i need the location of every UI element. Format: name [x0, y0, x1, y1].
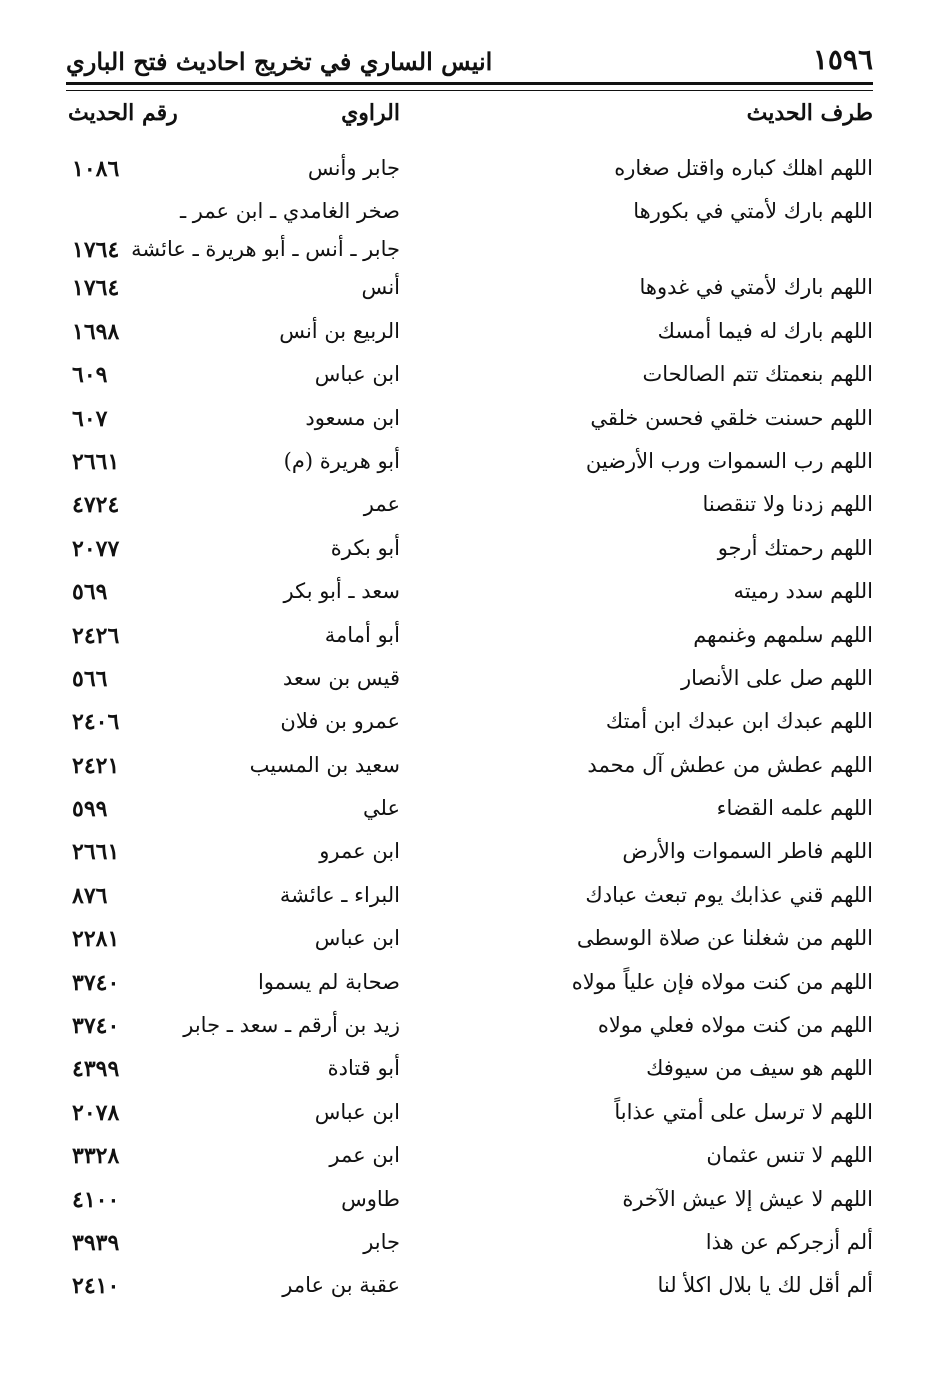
hadith-number: ٣٣٢٨: [72, 1143, 120, 1170]
hadith-text: اللهم بارك لأمتي في بكورها: [633, 199, 873, 224]
hadith-text: اللهم سدد رميته: [733, 579, 873, 604]
hadith-text: اللهم سلمهم وغنمهم: [693, 622, 873, 647]
narrator-text: جابر: [363, 1229, 400, 1254]
hadith-number: ٤١٠٠: [72, 1186, 120, 1213]
hadith-text: اللهم قني عذابك يوم تبعث عبادك: [585, 882, 873, 907]
table-row: [66, 1007, 873, 1050]
hadith-number: ٨٧٦: [72, 882, 108, 909]
narrator-text: ابن عمر: [329, 1143, 400, 1168]
table-row: [66, 964, 873, 1007]
hadith-text: اللهم رحمتك أرجو: [717, 535, 873, 560]
hadith-number: ٤٧٢٤: [72, 492, 120, 519]
table-row: [66, 660, 873, 703]
narrator-text: جابر وأنس: [307, 156, 400, 180]
hadith-text: اللهم لا عيش إلا عيش الآخرة: [622, 1186, 873, 1211]
narrator-text: ابن عمرو: [319, 839, 400, 864]
narrator-text: البراء ـ عائشة: [279, 882, 400, 907]
hadith-number: ١٠٨٦: [72, 156, 120, 182]
hadith-text: اللهم من كنت مولاه فإن علياً مولاه: [571, 969, 873, 994]
narrator-text: الربيع بن أنس: [279, 318, 400, 343]
index-table: [66, 150, 873, 1311]
table-row: [66, 356, 873, 399]
table-row: [66, 617, 873, 660]
hadith-number: ١٧٦٤: [72, 275, 120, 302]
narrator-text: ابن عباس: [314, 362, 400, 387]
narrator-text: علي: [363, 796, 400, 821]
hadith-number: ٢٤٢٦: [72, 622, 120, 649]
hadith-text: اللهم رب السموات ورب الأرضين: [585, 448, 873, 473]
hadith-number: ٣٧٤٠: [72, 1013, 120, 1040]
narrator-text: طاوس: [341, 1186, 400, 1211]
table-row: [66, 193, 873, 231]
column-headers: [66, 100, 873, 132]
hadith-number: ٢٢٨١: [72, 926, 120, 953]
narrator-text: ابن عباس: [314, 926, 400, 951]
hadith-text: اللهم فاطر السموات والأرض: [622, 839, 873, 864]
hadith-number: ٥٦٦: [72, 665, 108, 692]
hadith-text: اللهم عبدك ابن عبدك ابن أمتك: [605, 709, 873, 734]
hadith-number: ١٧٦٤: [72, 237, 120, 264]
hadith-number: ٣٩٣٩: [72, 1229, 120, 1256]
hadith-text: اللهم من شغلنا عن صلاة الوسطى: [576, 926, 873, 951]
hadith-number: ٦٠٧: [72, 405, 108, 432]
narrator-text: صخر الغامدي ـ ابن عمر ـ: [179, 199, 400, 224]
table-row: [66, 1137, 873, 1180]
table-row: [66, 400, 873, 443]
narrator-text: أبو هريرة (م): [283, 448, 400, 473]
hadith-number: ٤٣٩٩: [72, 1056, 120, 1083]
narrator-text: عمرو بن فلان: [280, 709, 400, 734]
hadith-number: ٢٦٦١: [72, 448, 120, 475]
hadith-number: ٥٦٩: [72, 579, 108, 606]
table-row: [66, 747, 873, 790]
header-rule: [66, 82, 873, 91]
hadith-number: ٢٦٦١: [72, 839, 120, 866]
table-row: [66, 530, 873, 573]
table-row: [66, 443, 873, 486]
hadith-number: ٢٤١٠: [72, 1273, 120, 1300]
hadith-text: ألم أقل لك يا بلال اكلأ لنا: [657, 1273, 873, 1298]
table-row: [66, 231, 873, 269]
narrator-text: قيس بن سعد: [282, 665, 400, 690]
table-row: [66, 1181, 873, 1224]
table-row: [66, 1224, 873, 1267]
hadith-text: اللهم هو سيف من سيوفك: [646, 1056, 873, 1081]
hadith-number: ٢٠٧٨: [72, 1099, 120, 1126]
hadith-number: ٢٠٧٧: [72, 535, 120, 562]
hadith-text: اللهم لا ترسل على أمتي عذاباً: [614, 1099, 873, 1124]
column-header-narrator: الراوي: [341, 100, 400, 126]
table-row: [66, 1094, 873, 1137]
running-header: [66, 30, 873, 76]
narrator-text: أبو أمامة: [324, 622, 400, 647]
hadith-text: اللهم حسنت خلقي فحسن خلقي: [590, 405, 873, 430]
hadith-number: ٢٤٢١: [72, 752, 120, 779]
table-row: [66, 920, 873, 963]
table-row: [66, 1267, 873, 1310]
column-header-hadith: طرف الحديث: [746, 100, 873, 126]
table-row: [66, 703, 873, 746]
table-row: [66, 877, 873, 920]
narrator-text: ابن مسعود: [305, 405, 400, 430]
book-title: انيس الساري في تخريج احاديث فتح الباري: [66, 47, 493, 76]
hadith-text: اللهم بارك له فيما أمسك: [657, 318, 873, 343]
narrator-text: صحابة لم يسموا: [257, 969, 400, 994]
hadith-text: اللهم زدنا ولا تنقصنا: [702, 492, 873, 517]
hadith-number: ٦٠٩: [72, 362, 108, 389]
hadith-text: اللهم اهلك كباره واقتل صغاره: [614, 156, 873, 180]
narrator-text: أنس: [361, 275, 400, 300]
table-row: [66, 833, 873, 876]
table-row: [66, 573, 873, 616]
hadith-text: ألم أزجركم عن هذا: [705, 1229, 873, 1254]
page-number: ١٥٩٦: [812, 43, 873, 76]
narrator-text: زيد بن أرقم ـ سعد ـ جابر: [183, 1013, 400, 1038]
narrator-text: سعيد بن المسيب: [249, 752, 400, 777]
column-header-number: رقم الحديث: [68, 100, 178, 126]
hadith-text: اللهم عطش من عطش آل محمد: [587, 752, 873, 777]
print-speck: [134, 1318, 138, 1324]
hadith-number: ٣٧٤٠: [72, 969, 120, 996]
narrator-text: سعد ـ أبو بكر: [283, 579, 400, 604]
narrator-text: عقبة بن عامر: [282, 1273, 400, 1298]
table-row: [66, 1050, 873, 1093]
narrator-text: عمر: [363, 492, 400, 517]
table-row: [66, 150, 873, 193]
hadith-text: اللهم لا تنس عثمان: [706, 1143, 873, 1168]
narrator-text: أبو قتادة: [327, 1056, 400, 1081]
table-row: [66, 790, 873, 833]
hadith-number: ١٦٩٨: [72, 318, 120, 345]
table-row: [66, 269, 873, 312]
hadith-text: اللهم صل على الأنصار: [681, 665, 873, 690]
hadith-text: اللهم من كنت مولاه فعلي مولاه: [597, 1013, 873, 1038]
hadith-number: ٢٤٠٦: [72, 709, 120, 736]
hadith-text: اللهم علمه القضاء: [716, 796, 873, 821]
hadith-text: اللهم بارك لأمتي في غدوها: [639, 275, 873, 300]
hadith-text: اللهم بنعمتك تتم الصالحات: [642, 362, 873, 387]
table-row: [66, 486, 873, 529]
narrator-text: أبو بكرة: [330, 535, 400, 560]
table-row: [66, 313, 873, 356]
narrator-text: جابر ـ أنس ـ أبو هريرة ـ عائشة: [131, 237, 400, 262]
hadith-number: ٥٩٩: [72, 796, 108, 823]
narrator-text: ابن عباس: [314, 1099, 400, 1124]
